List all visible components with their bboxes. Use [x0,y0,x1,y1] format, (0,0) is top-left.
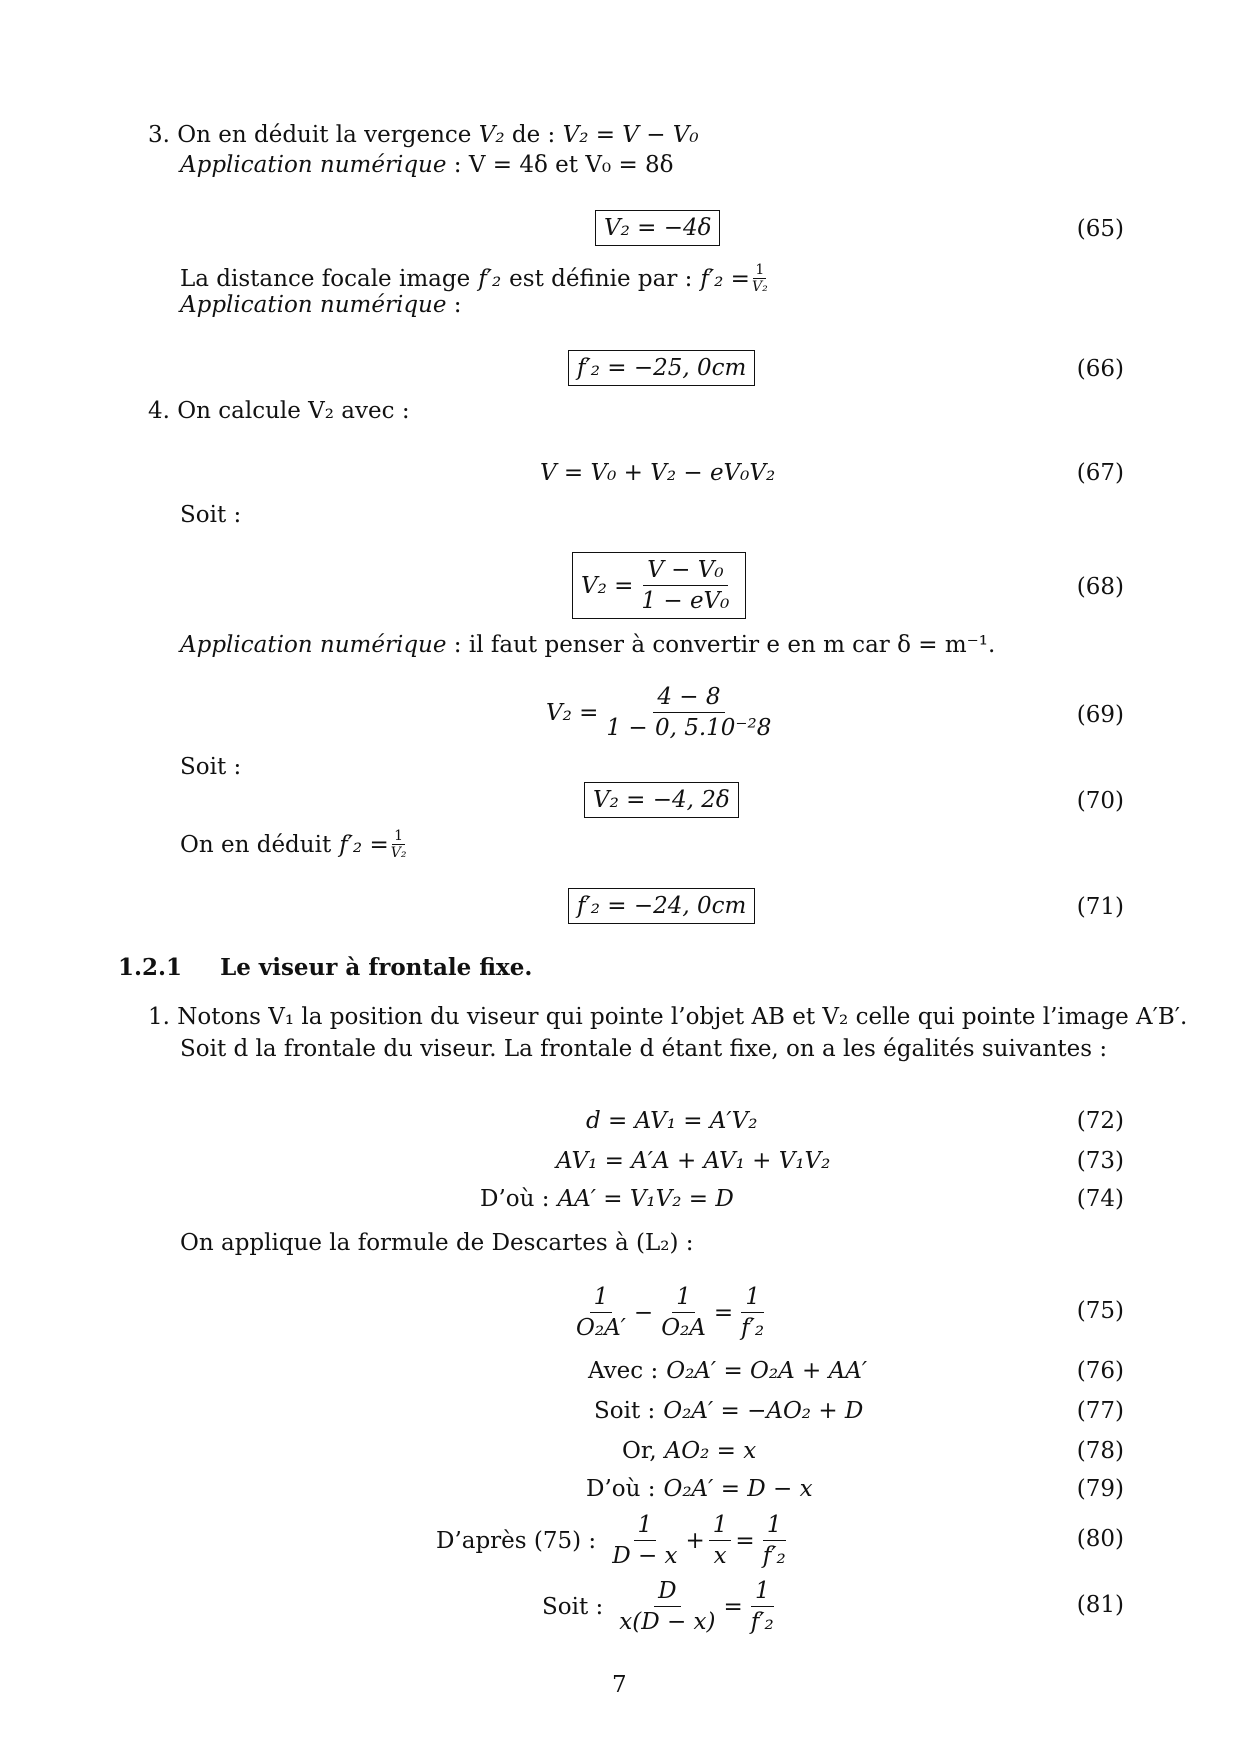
boxed-result-71: f′₂ = −24, 0cm [568,888,755,924]
eq80-b-den: x [713,1543,727,1569]
eq75-frac-c [737,1284,768,1341]
eq69-denominator: 1 − 0, 5.10⁻²8 [606,715,772,741]
item-3-var: V₂ [478,122,505,148]
eq68-numerator: V − V₀ [643,557,727,586]
section-title: Le viseur à frontale fixe. [220,954,533,981]
item-3-line-1 [148,122,699,148]
eq68-lhs: V₂ = [581,572,634,599]
item-4-line [148,398,410,424]
eq75-c-num: 1 [741,1284,764,1313]
focal-frac-num: 1 [755,262,765,278]
focal-lhs: f′₂ = [700,265,750,292]
application-3-label: Application numérique [180,632,447,658]
eq81-a-num: D [654,1578,680,1607]
item-3-de: de : [511,122,556,148]
eq74-prefix: D’où : [480,1186,550,1212]
deduit-fraction [391,828,407,861]
equation-number-72: (72) [1076,1108,1124,1134]
equation-number-73: (73) [1076,1148,1124,1174]
equation-number-74: (74) [1076,1186,1124,1212]
deduit-text: On en déduit [180,831,332,858]
eq75-c-den: f′₂ [741,1315,765,1341]
eq81-frac-c [747,1578,778,1635]
eq80-frac-c [759,1512,790,1569]
equation-number-66: (66) [1076,356,1124,382]
equation-number-65: (65) [1076,216,1124,242]
focal-text: La distance focale image [180,265,471,292]
focal-fraction [752,262,768,295]
page-number: 7 [612,1672,627,1698]
equation-number-75: (75) [1076,1298,1124,1324]
application-3-text: : il faut penser à convertir e en m car δ = m⁻¹. [453,632,996,658]
focal-definition [180,262,770,295]
eq80-frac-a [608,1512,681,1569]
application-2 [180,292,462,318]
document-page: 3. On en déduit la vergence V₂ de : V₂ = V − V₀ Application numérique : V = 4δ et V₀ = 8δ V₂ = −4δ (65) La distance focale image f′₂ est définie par : f′₂ = $\frac{1}{\text{V₂}}$ Application numérique : f′₂ = −25, 0cm (66) 4. On calcule V₂ avec : V = V₀ + V₂ − eV₀V₂ (67) Soit : V₂ = $\frac{\text{V − V₀}}{\text{1 − eV₀}}$ (68) Application numérique : il faut penser à convertir e en m car δ = m⁻¹. V₂ = $\frac{4 - 8}{\text{1 − 0, 5.10⁻²8}}$ (69) Soit : V₂ = −4, 2δ (70) On en déduit f′₂ = $\frac{1}{\text{V₂}}$ f′₂ = −24, 0cm (71) 1.2.1 Le viseur à frontale fixe. 1. Notons V₁ la position du viseur qui pointe l’objet AB et V₂ celle qui pointe l’image A′B′. Soit d la frontale du viseur. La frontale d étant fixe, on a les égalités suivantes : d = AV₁ = A′V₂ (72) AV₁ = A′A + AV₁ + V₁V₂ (73) D’où : AA′ = V₁V₂ = D (74) On applique la formule de Descartes à (L₂) : $\frac{1}{\text{O₂A′}}$ − $\frac{1}{\text{O₂A}}$ = $\frac{1}{\text{f′₂}}$ (75) Avec : O₂A′ = O₂A + AA′ (76) Soit : O₂A′ = −AO₂ + D (77) Or, AO₂ = x (78) D’où : O₂A′ = D − x (79) D’après (75) : $\frac{1}{D - x}$ + $\frac{1}{x}$ = $\frac{1}{\text{f′₂}}$ (80) Soit : $\frac{D}{x(D - x)}$ = $\frac{1}{\text{f′₂}}$ (81) 7 [118,122,1188,1698]
item-4-text: On calcule V₂ avec : [177,398,410,424]
section-number: 1.2.1 [118,954,183,981]
eq78-prefix: Or, [622,1438,657,1464]
equation-number-80: (80) [1076,1526,1124,1552]
eq78-body: AO₂ = x [664,1438,757,1464]
application-label: Application numérique [180,152,447,178]
equation-73-body: AV₁ = A′A + AV₁ + V₁V₂ [556,1148,831,1174]
equation-number-81: (81) [1076,1592,1124,1618]
boxed-result-65: V₂ = −4δ [595,210,720,246]
eq77-prefix: Soit : [594,1398,656,1424]
equation-number-78: (78) [1076,1438,1124,1464]
item-4-label: 4. [148,398,170,424]
boxed-result-66: f′₂ = −25, 0cm [568,350,755,386]
deduit-lhs: f′₂ = [339,831,389,858]
eq80-c-den: f′₂ [762,1543,786,1569]
eq79-body: O₂A′ = D − x [663,1476,813,1502]
item-3-label: 3. [148,122,170,148]
eq75-b-den: O₂A [661,1315,706,1341]
eq69-numerator: 4 − 8 [653,684,724,713]
eq80-c-num: 1 [763,1512,786,1541]
application-3 [180,632,995,658]
eq76-prefix: Avec : [588,1358,659,1384]
soit-1: Soit : [180,502,242,528]
equation-67-body: V = V₀ + V₂ − eV₀V₂ [540,460,776,486]
eq80-frac-b [709,1512,732,1569]
deduit-line [180,828,408,861]
equation-number-67: (67) [1076,460,1124,486]
equation-number-71: (71) [1076,894,1124,920]
item-3-line-2 [180,152,674,178]
equation-number-79: (79) [1076,1476,1124,1502]
item-3-eq: V₂ = V − V₀ [562,122,699,148]
eq69-lhs: V₂ = [546,699,599,726]
eq74-body: AA′ = V₁V₂ = D [557,1186,734,1212]
eq81-c-num: 1 [751,1578,774,1607]
equation-number-77: (77) [1076,1398,1124,1424]
deduit-frac-den: V₂ [390,845,407,861]
eq81-a-den: x(D − x) [619,1609,716,1635]
eq80-b-num: 1 [709,1512,732,1541]
equation-number-76: (76) [1076,1358,1124,1384]
eq68-denominator: 1 − eV₀ [641,588,730,614]
eq81-prefix: Soit : [542,1593,604,1620]
eq79-prefix: D’où : [586,1476,656,1502]
eq81-frac-a [615,1578,719,1635]
eq75-b-num: 1 [672,1284,695,1313]
application-2-label: Application numérique [180,292,447,318]
section-heading [118,954,532,981]
item-3-text: On en déduit la vergence [177,122,472,148]
application-values: : V = 4δ et V₀ = 8δ [453,152,674,178]
equation-number-70: (70) [1076,788,1124,814]
eq80-a-num: 1 [634,1512,657,1541]
item-1-label: 1. [148,1004,170,1030]
item-1-line-1 [148,1004,1187,1030]
eq75-a-den: O₂A′ [576,1315,626,1341]
descartes-line: On applique la formule de Descartes à (L₂) : [180,1230,694,1256]
boxed-result-70: V₂ = −4, 2δ [584,782,739,818]
equation-number-68: (68) [1076,574,1124,600]
focal-var: f′₂ [478,265,502,292]
item-1-text-1: Notons V₁ la position du viseur qui pointe l’objet AB et V₂ celle qui pointe l’image A′B′. [177,1004,1188,1030]
eq80-prefix: D’après (75) : [436,1527,597,1554]
item-1-line-2: Soit d la frontale du viseur. La frontale d étant fixe, on a les égalités suivantes : [180,1036,1108,1062]
application-2-colon: : [453,292,462,318]
focal-defined: est définie par : [509,265,693,292]
eq75-frac-a [572,1284,630,1341]
deduit-frac-num: 1 [394,828,404,844]
eq77-body: O₂A′ = −AO₂ + D [663,1398,864,1424]
eq69-fraction [602,684,775,741]
eq80-a-den: D − x [612,1543,678,1569]
focal-frac-den: V₂ [751,279,768,295]
eq75-frac-b [657,1284,710,1341]
eq68-fraction [637,557,733,614]
equation-72-body: d = AV₁ = A′V₂ [586,1108,758,1134]
eq81-c-den: f′₂ [750,1609,774,1635]
soit-2: Soit : [180,754,242,780]
boxed-result-68 [572,552,746,619]
equation-number-69: (69) [1076,702,1124,728]
eq75-a-num: 1 [590,1284,613,1313]
eq76-body: O₂A′ = O₂A + AA′ [666,1358,868,1384]
